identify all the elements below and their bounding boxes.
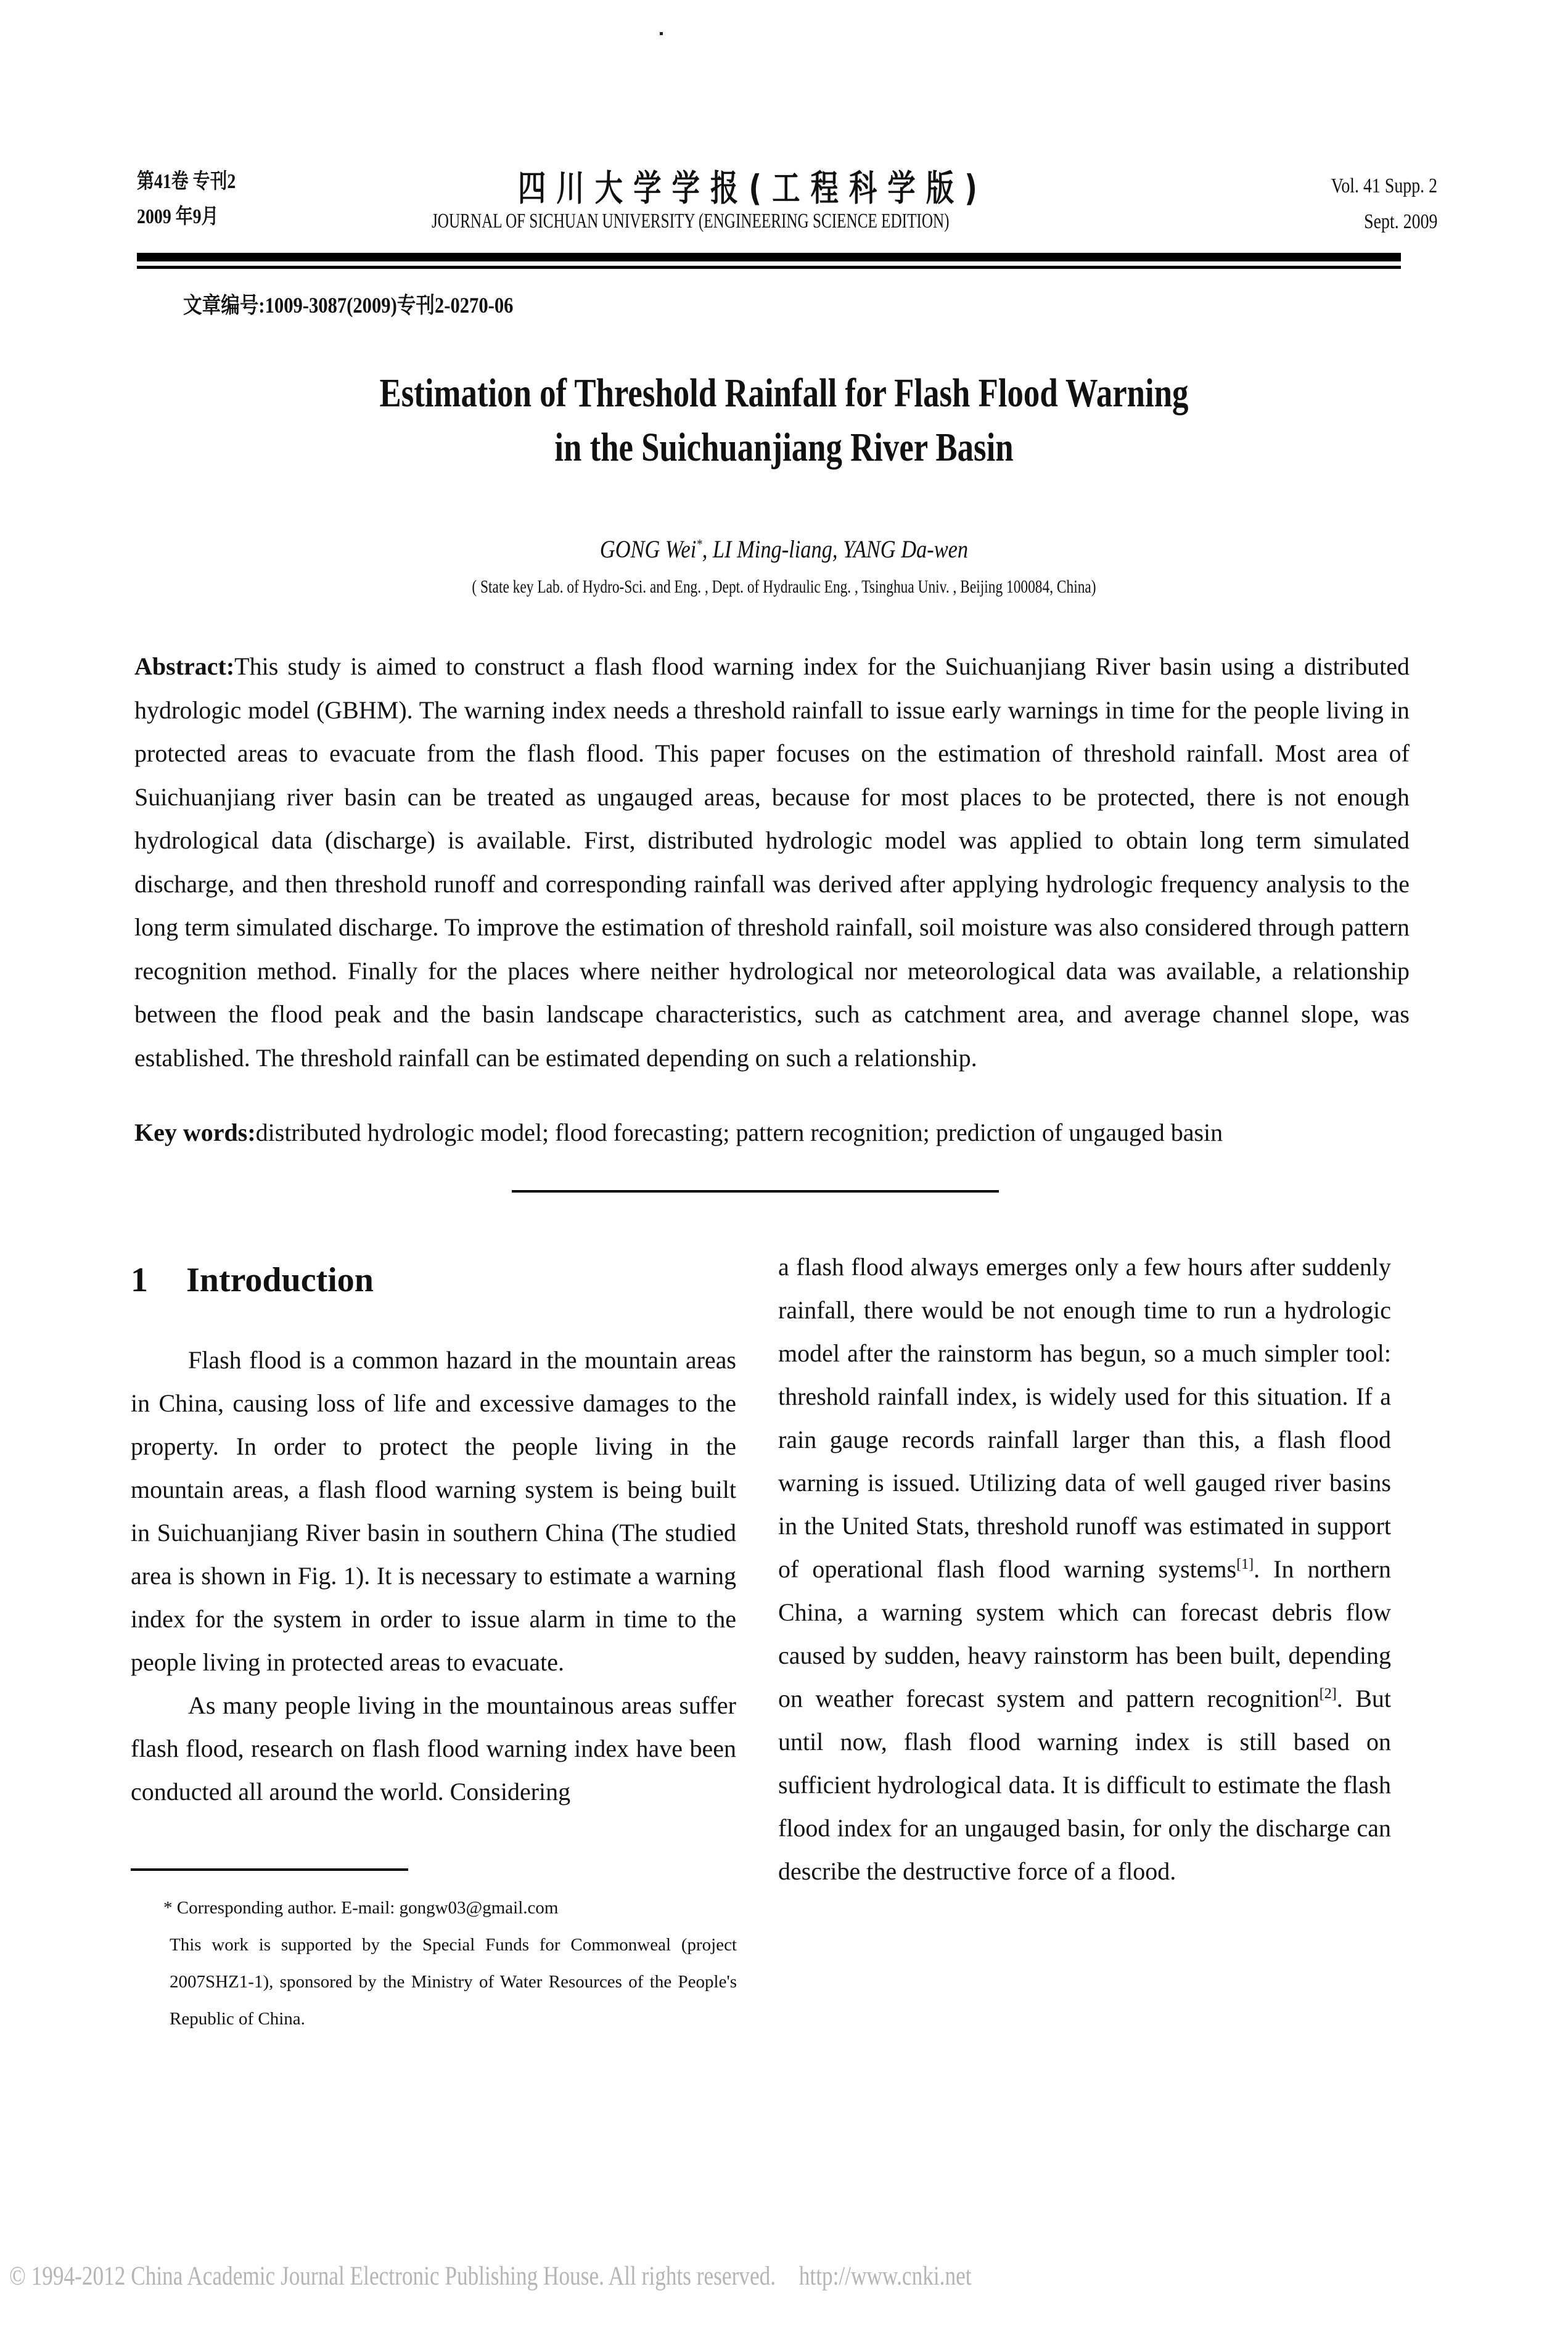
author-affiliation: ( State key Lab. of Hydro-Sci. and Eng. , Dept. of Hydraulic Eng. , Tsinghua Univ. , Beijing 100084, China) (472, 577, 1096, 597)
copyright-text: © 1994-2012 China Academic Journal Electronic Publishing House. All rights reserved. (9, 2262, 776, 2291)
body-text: a flash flood always emerges only a few hours after suddenly rainfall, there would be not enough time to run a hydrologic model after the rainstorm has begun, so a much simpler tool: threshold rainfall index, is widely used for this situation. If a rain gauge records rainfall larger than this, a flash flood warning is issued. Utilizing data of well gauged river basins in the United Stats, threshold runoff was estimated in support of operational flash flood warning systems (778, 1253, 1391, 1583)
footnote-corresponding-author: * Corresponding author. E-mail: gongw03@gmail.com (163, 1898, 559, 1918)
body-paragraph: As many people living in the mountainous areas suffer flash flood, research on flash flood warning index have been conducted all around the world. Considering (131, 1691, 736, 1805)
citation-ref-1[interactable]: [1] (1236, 1556, 1254, 1572)
body-paragraph: Flash flood is a common hazard in the mountain areas in China, causing loss of life and excessive damages to the property. In order to protect the people living in the mountain areas, a flash flood warning system is being built in Suichuanjiang River basin in southern China (The studied area is shown in Fig. 1). It is necessary to estimate a warning index for the system in order to issue alarm in time to the people living in protected areas to evacuate. (131, 1346, 736, 1676)
journal-title-en: JOURNAL OF SICHUAN UNIVERSITY (ENGINEERING SCIENCE EDITION) (432, 210, 950, 232)
paper-title-line-2: in the Suichuanjiang River Basin (554, 425, 1014, 470)
citation-ref-2[interactable]: [2] (1319, 1686, 1337, 1702)
author-separator: , (832, 535, 844, 563)
copyright-url[interactable]: http://www.cnki.net (798, 2262, 972, 2291)
keywords (134, 1114, 1410, 1151)
abstract (134, 645, 1410, 1080)
section-number: 1 (131, 1261, 148, 1299)
body-column-right (778, 1246, 1391, 1893)
keywords-label: Key words: (134, 1119, 256, 1146)
header-date-en: Sept. 2009 (1363, 210, 1437, 233)
author-name: GONG Wei (599, 535, 697, 563)
author-name: YANG Da-wen (843, 535, 969, 563)
abstract-text: This study is aimed to construct a flash flood warning index for the Suichuanjiang River basin using a distributed hydrologic model (GBHM). The warning index needs a threshold rainfall to issue early warnings in time for the people living in protected areas to evacuate from the flash flood. This paper focuses on the estimation of threshold rainfall. Most area of Suichuanjiang river basin can be treated as ungauged areas, because for most places to be protected, there is not enough hydrological data (discharge) is available. First, distributed hydrologic model was applied to obtain long term simulated discharge, and then threshold runoff and corresponding rainfall was derived after applying hydrologic frequency analysis to the long term simulated discharge. To improve the estimation of threshold rainfall, soil moisture was also considered through pattern recognition method. Finally for the places where neither hydrological nor meteorological data was available, a relationship between the flood peak and the basin landscape characteristics, such as catchment area, and average channel slope, was established. The threshold rainfall can be estimated depending on such a relationship. (134, 652, 1410, 1072)
header-date-cn: 2009 年9月 (137, 205, 219, 228)
article-number: 文章编号:1009-3087(2009)专刊2-0270-06 (183, 293, 514, 318)
footnotes (163, 1889, 737, 2037)
header-rule-thin (137, 266, 1401, 269)
header-rule-thick (137, 253, 1401, 261)
header-volume-en: Vol. 41 Supp. 2 (1331, 175, 1437, 197)
author-name: LI Ming-liang (712, 535, 832, 563)
paper-title-line-1: Estimation of Threshold Rainfall for Flash Flood Warning (379, 371, 1189, 416)
copyright-footer (9, 2261, 972, 2291)
author-separator: , (702, 535, 713, 563)
corresponding-author-mark: * (696, 536, 702, 552)
footnote-rule (131, 1868, 408, 1871)
section-heading (131, 1260, 374, 1300)
body-paragraph (778, 1246, 1391, 1893)
footnote-funding: This work is supported by the Special Funds for Commonweal (project 2007SHZ1-1), sponsored by the Ministry of Water Resources of the People's Republic of China. (170, 1935, 737, 2029)
stray-dot (660, 32, 663, 35)
journal-title-cn: 四川大学学报(工程科学版) (518, 167, 988, 209)
section-title: Introduction (186, 1261, 374, 1299)
body-column-left (131, 1339, 736, 1813)
abstract-separator-rule (512, 1190, 999, 1193)
keywords-text: distributed hydrologic model; flood forecasting; pattern recognition; prediction of ungauged basin (255, 1119, 1223, 1146)
body-text: . But until now, flash flood warning index is still based on sufficient hydrological data. It is difficult to estimate the flash flood index for an ungauged basin, for only the discharge can describe the destructive force of a flood. (778, 1685, 1391, 1885)
author-list (110, 535, 1458, 564)
header-volume-cn: 第41卷 专刊2 (137, 170, 236, 193)
abstract-label: Abstract: (134, 652, 235, 680)
body-text: . In northern China, a warning system which can forecast debris flow caused by sudden, heavy rainstorm has been built, depending on weather forecast system and pattern recognition (778, 1555, 1391, 1712)
